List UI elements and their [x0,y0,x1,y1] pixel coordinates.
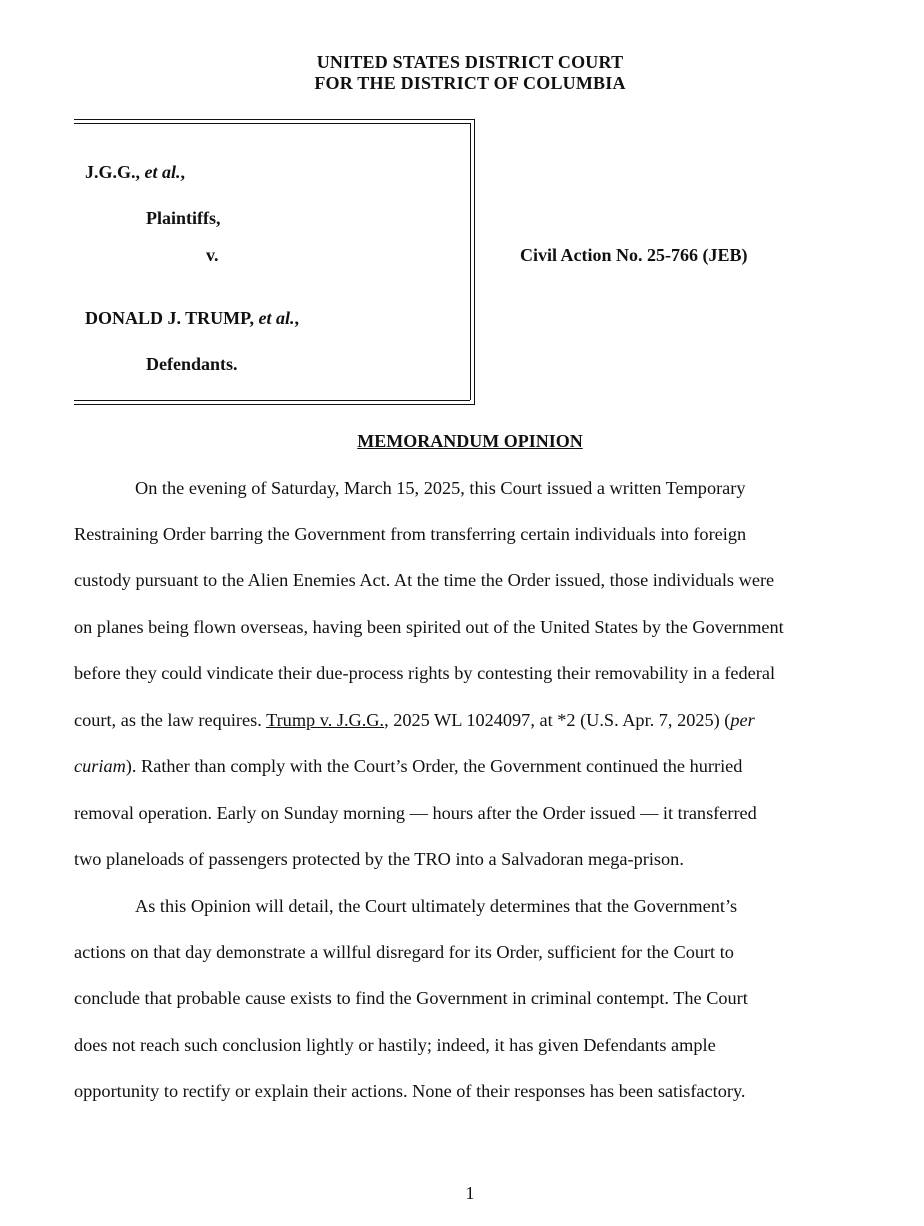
case-caption-box [74,119,472,405]
text-line: removal operation. Early on Sunday morning — hours after the Order issued — it transferred [74,803,757,823]
plaintiffs-label: Plaintiffs, [146,208,221,228]
text-line: Restraining Order barring the Government from transferring certain individuals into foreign [74,524,747,544]
text-span: court, as the law requires. [74,710,267,730]
plaintiff-et-al: et al. [144,162,181,182]
text-line: before they could vindicate their due-process rights by contesting their removability in a federal [74,663,776,683]
plaintiff-name-text: J.G.G., [85,162,145,182]
caption-rule [74,123,470,124]
defendant-name [85,308,299,329]
document-title: MEMORANDUM OPINION [357,431,583,451]
text-line: conclude that probable cause exists to find the Government in criminal contempt. The Court [74,988,748,1008]
case-citation: Trump v. J.G.G. [266,710,385,730]
caption-rule [74,119,475,120]
italic-text: per [730,710,755,730]
civil-action-number: Civil Action No. 25-766 (JEB) [520,245,748,265]
text-line [74,710,755,731]
text-line: actions on that day demonstrate a willful disregard for its Order, sufficient for the Court to [74,942,734,962]
text-line: on planes being flown overseas, having been spirited out of the United States by the Government [74,617,784,637]
text-line: On the evening of Saturday, March 15, 2025, this Court issued a written Temporary [135,478,746,498]
plaintiff-name [85,162,185,183]
plaintiff-comma: , [180,162,186,182]
court-district: FOR THE DISTRICT OF COLUMBIA [314,73,626,93]
versus-label: v. [206,245,219,265]
defendants-label: Defendants. [146,354,238,374]
court-header [0,52,924,94]
italic-text: curiam [74,756,126,776]
text-span: , 2025 WL 1024097, at *2 (U.S. Apr. 7, 2025) ( [384,710,731,730]
court-name: UNITED STATES DISTRICT COURT [316,52,624,72]
caption-rule [74,400,470,401]
caption-rule [74,404,475,405]
page-number: 1 [465,1183,475,1203]
text-line: opportunity to rectify or explain their actions. None of their responses has been satisfactory. [74,1081,746,1101]
text-span: ). Rather than comply with the Court’s Order, the Government continued the hurried [125,756,743,776]
defendant-name-text: DONALD J. TRUMP, [85,308,259,328]
text-line [74,756,742,777]
defendant-comma: , [294,308,300,328]
defendant-et-al: et al. [258,308,295,328]
text-line: does not reach such conclusion lightly or hastily; indeed, it has given Defendants ample [74,1035,716,1055]
caption-rule [474,119,475,404]
caption-rule [470,123,471,400]
text-line: custody pursuant to the Alien Enemies Act. At the time the Order issued, those individuals were [74,570,775,590]
text-line: two planeloads of passengers protected by the TRO into a Salvadoran mega-prison. [74,849,684,869]
text-line: As this Opinion will detail, the Court ultimately determines that the Government’s [135,896,738,916]
